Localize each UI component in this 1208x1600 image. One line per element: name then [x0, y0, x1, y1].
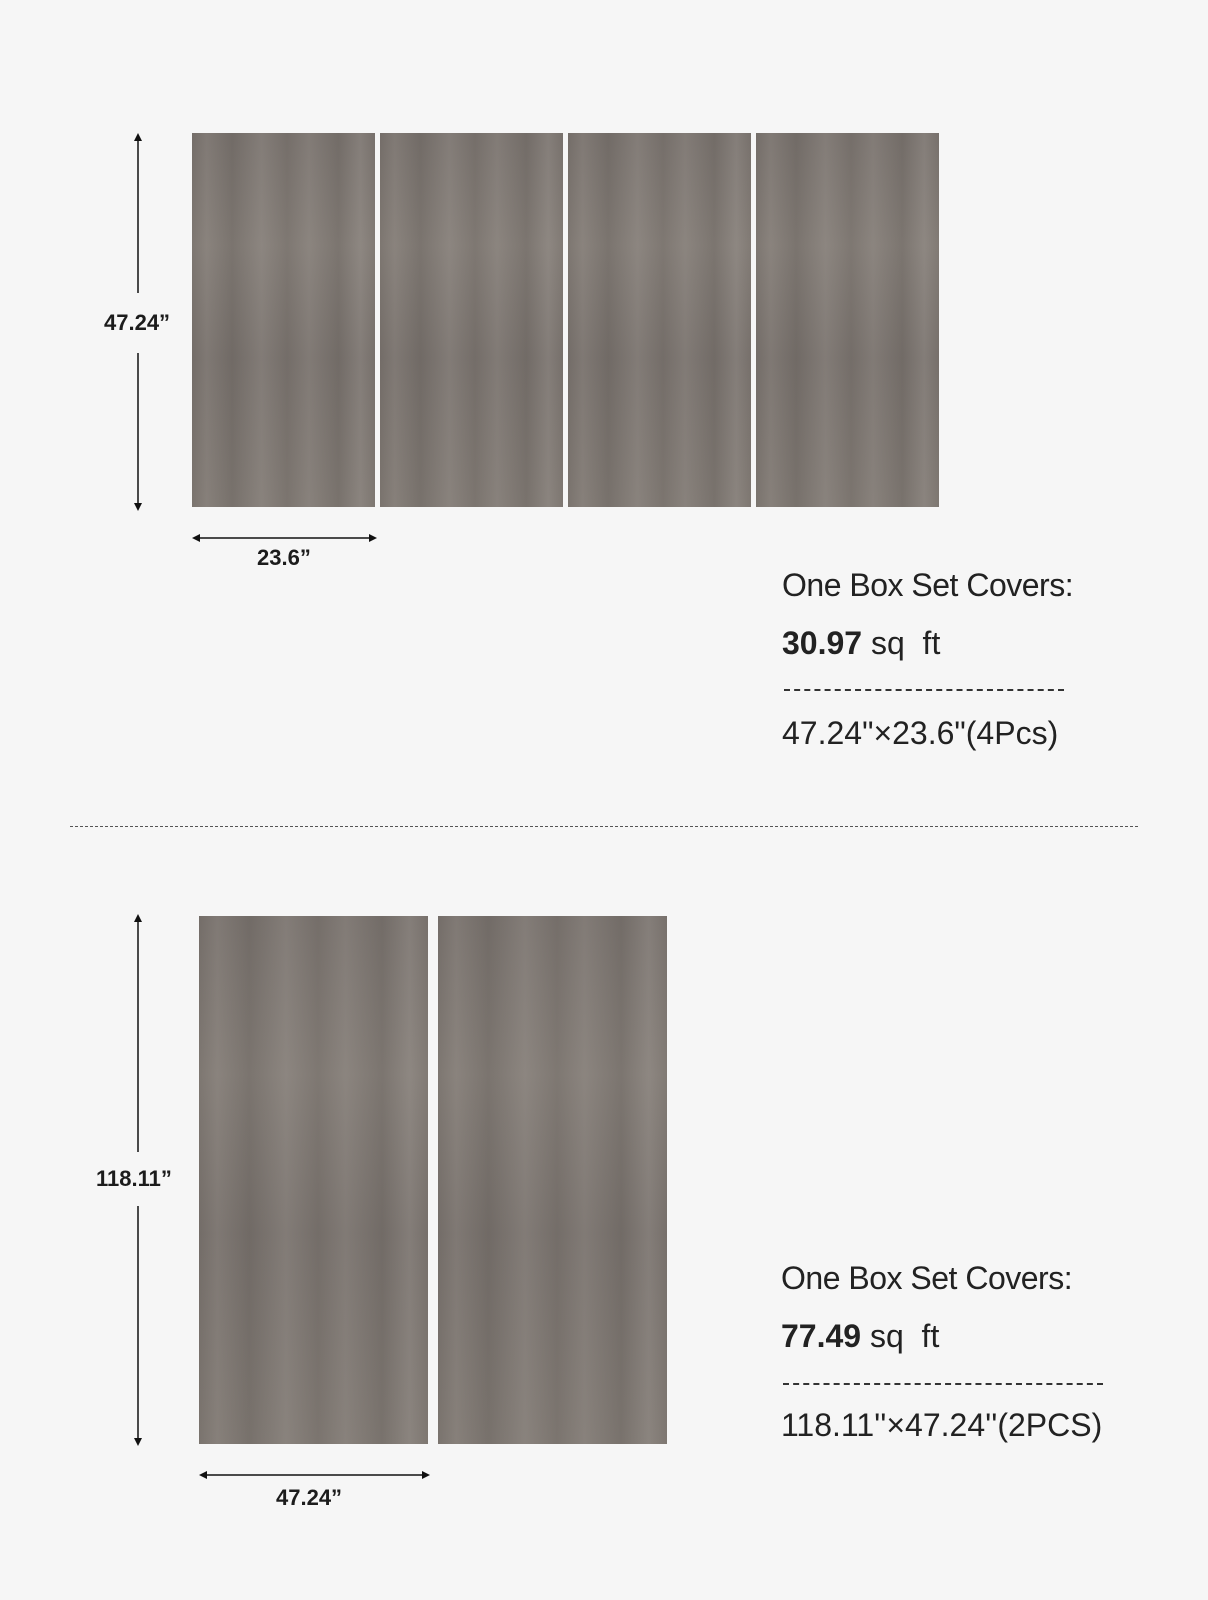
bottom-area-unit: sq ft [869, 1318, 940, 1354]
top-covers-title: One Box Set Covers: [782, 567, 1074, 603]
bottom-separator [783, 1383, 1103, 1385]
tile-panel [380, 133, 563, 507]
width-arrow-icon [199, 1465, 430, 1485]
top-area-value: 30.97 [782, 625, 863, 661]
top-width-label: 23.6” [257, 545, 311, 570]
bottom-spec: 118.11''×47.24''(2PCS) [781, 1407, 1103, 1443]
top-area-line [782, 625, 940, 662]
top-height-label: 47.24” [104, 310, 171, 335]
tile-panel [756, 133, 939, 507]
section-divider [70, 826, 1138, 827]
tile-panel [438, 916, 667, 1444]
bottom-area-value: 77.49 [781, 1318, 862, 1354]
bottom-covers-title: One Box Set Covers: [781, 1260, 1073, 1296]
tile-panel [568, 133, 751, 507]
top-spec: 47.24"×23.6"(4Pcs) [782, 715, 1059, 751]
tile-panel [199, 916, 428, 1444]
bottom-width-label: 47.24” [276, 1485, 343, 1510]
top-area-unit: sq ft [870, 625, 941, 661]
bottom-height-label: 118.11” [96, 1166, 172, 1191]
tile-panel [192, 133, 375, 507]
top-separator [784, 689, 1064, 691]
bottom-area-line [781, 1318, 939, 1355]
